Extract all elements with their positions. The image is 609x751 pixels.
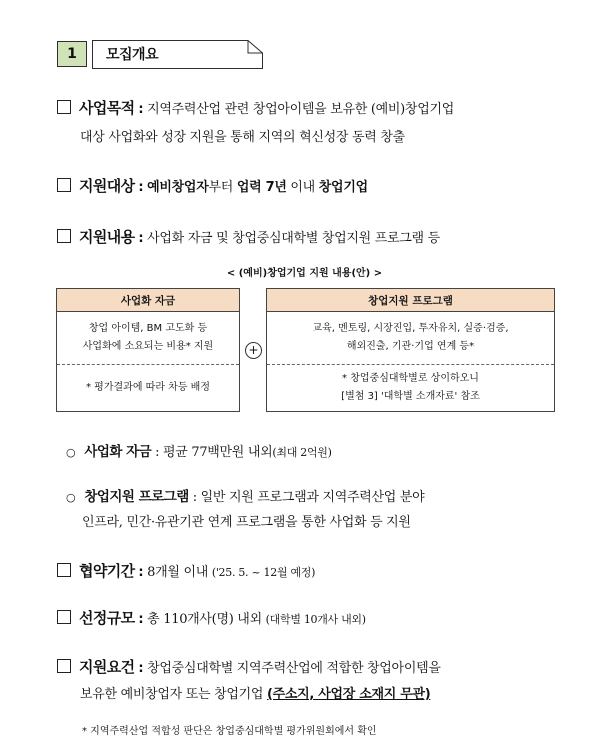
sub-funding-sep: : — [155, 445, 160, 460]
funding-box-note — [57, 364, 239, 411]
purpose-line2: 대상 사업화와 성장 지원을 통해 지역의 혁신성장 동력 창출 — [80, 130, 405, 145]
sub-program-sep: : — [192, 490, 197, 505]
program-box-detail — [267, 312, 554, 364]
sub-funding-small: (최대 2억원) — [272, 446, 332, 459]
requirement-text1: 창업중심대학별 지역주력산업에 적합한 창업아이템을 — [147, 661, 441, 676]
sub-program-label: 창업지원 프로그램 — [84, 489, 189, 505]
purpose-label: 사업목적 — [79, 99, 135, 117]
period-label: 협약기간 — [79, 562, 135, 580]
funding-box-header: 사업화 자금 — [57, 289, 239, 312]
checkbox-square-icon — [57, 563, 71, 577]
checkbox-square-icon — [57, 659, 71, 673]
table-caption: < (예비)창업기업 지원 내용(안) > — [226, 268, 383, 279]
sub-program-line2: 인프라, 민간·유관기관 연계 프로그램을 통한 사업화 등 지원 — [82, 515, 411, 530]
purpose-line1 — [57, 97, 454, 121]
sub-funding-line — [66, 441, 332, 464]
circle-bullet-icon: ○ — [66, 446, 76, 459]
content-label: 지원내용 — [79, 228, 135, 246]
content-sep: : — [138, 231, 144, 246]
section-title-box — [92, 40, 262, 68]
requirement-label: 지원요건 — [79, 658, 135, 676]
requirement-text2: 보유한 예비창업자 또는 창업기업 — [80, 687, 264, 702]
purpose-text1: 지역주력산업 관련 창업아이템을 보유한 (예비)창업기업 — [147, 102, 454, 117]
target-line — [57, 175, 368, 199]
program-detail-line1: 교육, 멘토링, 시장진입, 투자유치, 실증·검증, — [312, 323, 509, 334]
period-small: ('25. 5. ~ 12월 예정) — [211, 566, 316, 579]
period-sep: : — [138, 565, 144, 580]
scale-text: 총 110개사(명) 내외 — [147, 612, 262, 627]
requirement-line2 — [80, 684, 430, 706]
scale-label: 선정규모 — [79, 609, 135, 627]
checkbox-square-icon — [57, 610, 71, 624]
target-bold3: 창업기업 — [318, 180, 368, 195]
content-line — [57, 226, 440, 250]
sub-funding-label: 사업화 자금 — [84, 444, 152, 460]
checkbox-square-icon — [57, 178, 71, 192]
scale-sep: : — [138, 612, 144, 627]
period-line — [57, 560, 315, 584]
period-text: 8개월 이내 — [147, 565, 208, 580]
target-sep: : — [138, 180, 144, 195]
program-box-note — [267, 364, 554, 411]
scale-line — [57, 607, 366, 631]
funding-detail-line2: 사업화에 소요되는 비용* 지원 — [82, 341, 214, 352]
content-text: 사업화 자금 및 창업중심대학별 창업지원 프로그램 등 — [147, 231, 440, 246]
program-box — [266, 288, 555, 412]
scale-small: (대학별 10개사 내외) — [265, 613, 366, 626]
target-label: 지원대상 — [79, 177, 135, 195]
sub-program-line1 — [66, 486, 424, 509]
circle-bullet-icon: ○ — [66, 491, 76, 504]
funding-box — [56, 288, 240, 412]
requirement-note: * 지역주력산업 적합성 판단은 창업중심대학별 평가위원회에서 확인 — [82, 726, 377, 737]
funding-box-detail — [57, 312, 239, 364]
target-text1: 부터 — [208, 180, 233, 195]
requirement-bold: (주소지, 사업장 소재지 무관) — [266, 687, 431, 702]
checkbox-square-icon — [57, 229, 71, 243]
sub-program-text1: 일반 지원 프로그램과 지역주력산업 분야 — [200, 490, 425, 505]
funding-detail-line1: 창업 아이템, BM 고도화 등 — [88, 323, 208, 334]
requirement-line1 — [57, 656, 441, 680]
program-detail-line2: 해외진출, 기관·기업 연계 등* — [346, 341, 475, 352]
plus-icon: + — [245, 342, 262, 359]
sub-funding-text: 평균 77백만원 내외 — [163, 445, 273, 460]
target-text2: 이내 — [290, 180, 315, 195]
target-bold2: 업력 7년 — [236, 180, 287, 195]
program-note-line2: [별첨 3] '대학별 소개자료' 참조 — [341, 391, 480, 402]
program-note-line1: * 창업중심대학별로 상이하오니 — [342, 373, 479, 384]
purpose-sep: : — [138, 102, 144, 117]
program-box-header: 창업지원 프로그램 — [267, 289, 554, 312]
section-number: 1 — [57, 41, 87, 67]
section-title: 모집개요 — [106, 47, 159, 63]
target-bold1: 예비창업자 — [147, 180, 209, 195]
requirement-sep: : — [138, 661, 144, 676]
checkbox-square-icon — [57, 100, 71, 114]
funding-note: * 평가결과에 따라 차등 배정 — [86, 382, 210, 393]
